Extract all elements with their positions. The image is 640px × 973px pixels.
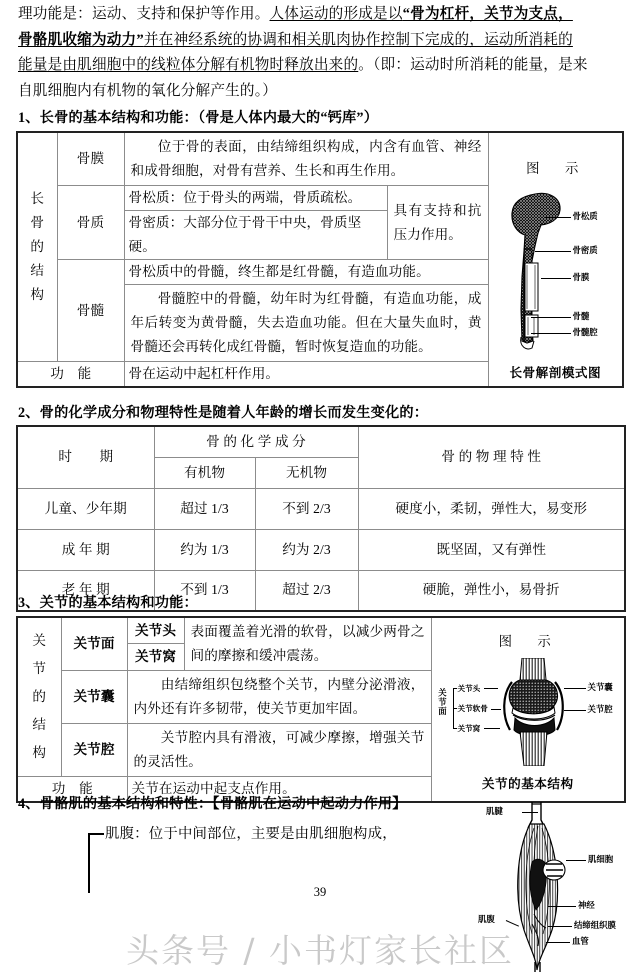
leader-line — [546, 942, 570, 943]
cell-physical: 硬脆，弹性小，易骨折 — [358, 570, 625, 611]
intro-line-1-bold: “骨为杠杆，关节为支点， — [402, 6, 573, 22]
vlabel-char: 关 — [32, 633, 47, 648]
intro-line-2 — [18, 28, 624, 54]
leader-line — [484, 688, 498, 689]
leader-line — [522, 812, 538, 813]
cell-physical: 硬度小，柔韧，弹性大，易变形 — [358, 488, 625, 529]
cell-period: 老 年 期 — [17, 570, 154, 611]
header-chemical-composition: 骨 的 化 学 成 分 — [154, 426, 358, 457]
joint-label-cavity: 关节腔 — [587, 704, 613, 714]
intro-line-3-underline: 能量是由肌细胞中的线粒体分解有机物时释放出来的 — [18, 57, 359, 73]
section-3-heading: 3、关节的基本结构和功能： — [18, 595, 198, 611]
vlabel-char: 构 — [32, 745, 47, 760]
header-organic: 有机物 — [154, 457, 255, 488]
section-4-heading — [18, 793, 407, 813]
leader-line — [545, 217, 571, 218]
spongy-bone-text: 骨松质：位于骨头的两端，骨质疏松。 — [124, 186, 387, 211]
joint-capsule-label: 关节囊 — [61, 671, 127, 724]
joint-cavity-label: 关节腔 — [61, 724, 127, 777]
long-bone-table — [16, 131, 624, 388]
figure-title: 图 示 — [526, 160, 585, 176]
bone-label-marrow-cavity: 骨髓腔 — [572, 327, 598, 337]
joint-structure-label — [17, 617, 61, 777]
articular-surface-label: 关节面 — [61, 617, 127, 671]
muscle-label-blood-vessel: 血管 — [572, 937, 589, 946]
leader-line — [541, 278, 571, 279]
joint-cavity-text: 关节腔内具有滑液，可减少摩擦，增强关节的灵活性。 — [127, 724, 431, 777]
joint-capsule-text: 由结缔组织包绕整个关节，内壁分泌滑液，内外还有许多韧带，使关节更加牢固。 — [127, 671, 431, 724]
marrow-text-2: 骨髓腔中的骨髓，幼年时为红骨髓，有造血功能，成年后转变为黄骨髓，失去造血功能。但在大量失血时，黄骨髓还会再转化成红骨髓，暂时恢复造血的功能。 — [124, 285, 488, 362]
periosteum-text: 位于骨的表面，由结缔组织构成，内含有血管、神经和成骨细胞，对骨有营养、生长和再生作用。 — [124, 132, 488, 186]
long-bone-diagram — [493, 191, 619, 359]
muscle-label-tendon: 肌腱 — [486, 807, 503, 816]
figure-title: 图 示 — [498, 633, 557, 649]
vlabel-char: 结 — [32, 717, 47, 732]
leader-line — [484, 728, 500, 729]
long-bone-figure-cell — [488, 132, 623, 387]
muscle-label-connective-membrane: 结缔组织膜 — [574, 921, 616, 930]
joint-diagram — [436, 658, 621, 768]
table-header-row — [17, 426, 625, 457]
bone-tissue-label: 骨质 — [57, 186, 124, 260]
joint-table — [16, 616, 626, 803]
bone-label-marrow: 骨髓 — [572, 311, 590, 321]
marrow-label: 骨髓 — [57, 260, 124, 362]
periosteum-label: 骨膜 — [57, 132, 124, 186]
intro-paragraph — [18, 2, 624, 104]
cell-period: 儿童、少年期 — [17, 488, 154, 529]
joint-label-head: 关节头 — [457, 683, 481, 693]
cell-inorganic: 约为 2/3 — [255, 529, 358, 570]
cell-organic: 约为 1/3 — [154, 529, 255, 570]
leader-line — [564, 710, 586, 711]
articular-head-label: 关节头 — [127, 617, 184, 644]
table-row — [17, 529, 625, 570]
joint-figure-caption: 关节的基本结构 — [481, 776, 574, 791]
long-bone-illustration — [505, 191, 567, 353]
cell-organic: 不到 1/3 — [154, 570, 255, 611]
page-number: 39 — [313, 885, 327, 899]
leader-line — [491, 709, 501, 710]
vlabel-char: 长 — [30, 191, 45, 206]
section-4-heading-main: 4、骨骼肌的基本结构和特性： — [18, 796, 213, 812]
table-row — [17, 132, 623, 186]
function-text: 关节在运动中起支点作用。 — [127, 777, 431, 803]
joint-bracket-label — [436, 688, 448, 716]
bone-label-compact: 骨密质 — [572, 245, 598, 255]
list-brace-vertical — [88, 833, 90, 893]
vlabel-char: 的 — [32, 689, 47, 704]
bracket-line — [453, 728, 457, 729]
vlabel-char: 结 — [30, 263, 45, 278]
leader-line — [548, 926, 572, 927]
intro-line-1-underline: 人体运动的形成是以 — [269, 6, 403, 22]
leader-line — [548, 906, 576, 907]
articular-socket-label: 关节窝 — [127, 644, 184, 671]
vlabel-char: 构 — [30, 287, 45, 302]
list-brace-top — [88, 833, 104, 835]
compact-bone-text: 骨密质：大部分位于骨干中央，骨质坚硬。 — [124, 211, 387, 260]
table-row — [17, 617, 625, 644]
header-physical-property: 骨 的 物 理 特 性 — [358, 426, 625, 488]
joint-label-socket: 关节窝 — [457, 723, 481, 733]
vlabel-char: 骨 — [30, 215, 45, 230]
section-4-heading-bracket: 【骨骼肌在运动中起动力作用】 — [212, 796, 407, 812]
leader-line — [535, 251, 571, 252]
bracket-line — [453, 688, 457, 689]
cell-organic: 超过 1/3 — [154, 488, 255, 529]
leader-line — [531, 333, 571, 334]
intro-line-1 — [18, 2, 624, 28]
articular-surface-text: 表面覆盖着光滑的软骨，以减少两骨之间的摩擦和缓冲震荡。 — [184, 617, 431, 671]
cell-physical: 既坚固，又有弹性 — [358, 529, 625, 570]
intro-line-4: 自肌细胞内有机物的氧化分解产生的。） — [18, 82, 277, 99]
section-1-heading: 1、长骨的基本结构和功能：（骨是人体内最大的“钙库”） — [18, 110, 379, 126]
table-row — [17, 488, 625, 529]
joint-label-capsule: 关节囊 — [587, 682, 613, 692]
marrow-text-1: 骨松质中的骨髓，终生都是红骨髓，有造血功能。 — [124, 260, 488, 285]
intro-line-1-plain: 理功能是：运动、支持和保护等作用。 — [18, 6, 270, 22]
muscle-label-muscle-belly: 肌腹 — [478, 915, 495, 924]
joint-figure-cell — [431, 617, 625, 802]
long-bone-structure-label — [17, 132, 57, 362]
joint-illustration — [498, 658, 568, 766]
cell-inorganic: 超过 2/3 — [255, 570, 358, 611]
leader-line — [531, 317, 571, 318]
bone-tissue-note: 具有支持和抗压力作用。 — [387, 186, 488, 260]
bracket-line — [453, 708, 457, 709]
long-bone-figure-caption: 长骨解剖模式图 — [509, 365, 602, 380]
bone-label-periosteum: 骨膜 — [572, 272, 590, 282]
muscle-label-muscle-cell: 肌细胞 — [588, 855, 614, 864]
intro-line-3-plain: 。（即：运动时所消耗的能量，是来 — [358, 57, 588, 73]
intro-line-3 — [18, 53, 624, 79]
intro-line-2-bold: 骨骼肌收缩为动力” — [18, 31, 144, 48]
leader-line — [564, 688, 586, 689]
leader-line — [566, 860, 586, 861]
header-period: 时 期 — [17, 426, 154, 488]
joint-bracket-label-text: 关节面 — [437, 687, 447, 716]
watermark: 头条号 / 小书灯家长社区 — [125, 931, 515, 970]
muscle-label-nerve: 神经 — [578, 901, 595, 910]
muscle-belly-item: 肌腹：位于中间部位，主要是由肌细胞构成， — [105, 826, 397, 842]
header-inorganic: 无机物 — [255, 457, 358, 488]
bone-composition-table — [16, 425, 626, 612]
joint-label-cartilage: 关节软骨 — [457, 703, 488, 713]
function-label: 功 能 — [17, 777, 127, 803]
cell-inorganic: 不到 2/3 — [255, 488, 358, 529]
section-2-heading: 2、骨的化学成分和物理特性是随着人年龄的增长而发生变化的： — [18, 405, 429, 421]
function-text: 骨在运动中起杠杆作用。 — [124, 362, 488, 388]
function-label: 功 能 — [17, 362, 124, 388]
intro-line-2-underline: 并在神经系统的协调和相关肌肉协作控制下完成的，运动所消耗的 — [143, 31, 573, 48]
vlabel-char: 节 — [32, 661, 47, 676]
bone-label-spongy: 骨松质 — [572, 211, 598, 221]
cell-period: 成 年 期 — [17, 529, 154, 570]
vlabel-char: 的 — [30, 239, 45, 254]
